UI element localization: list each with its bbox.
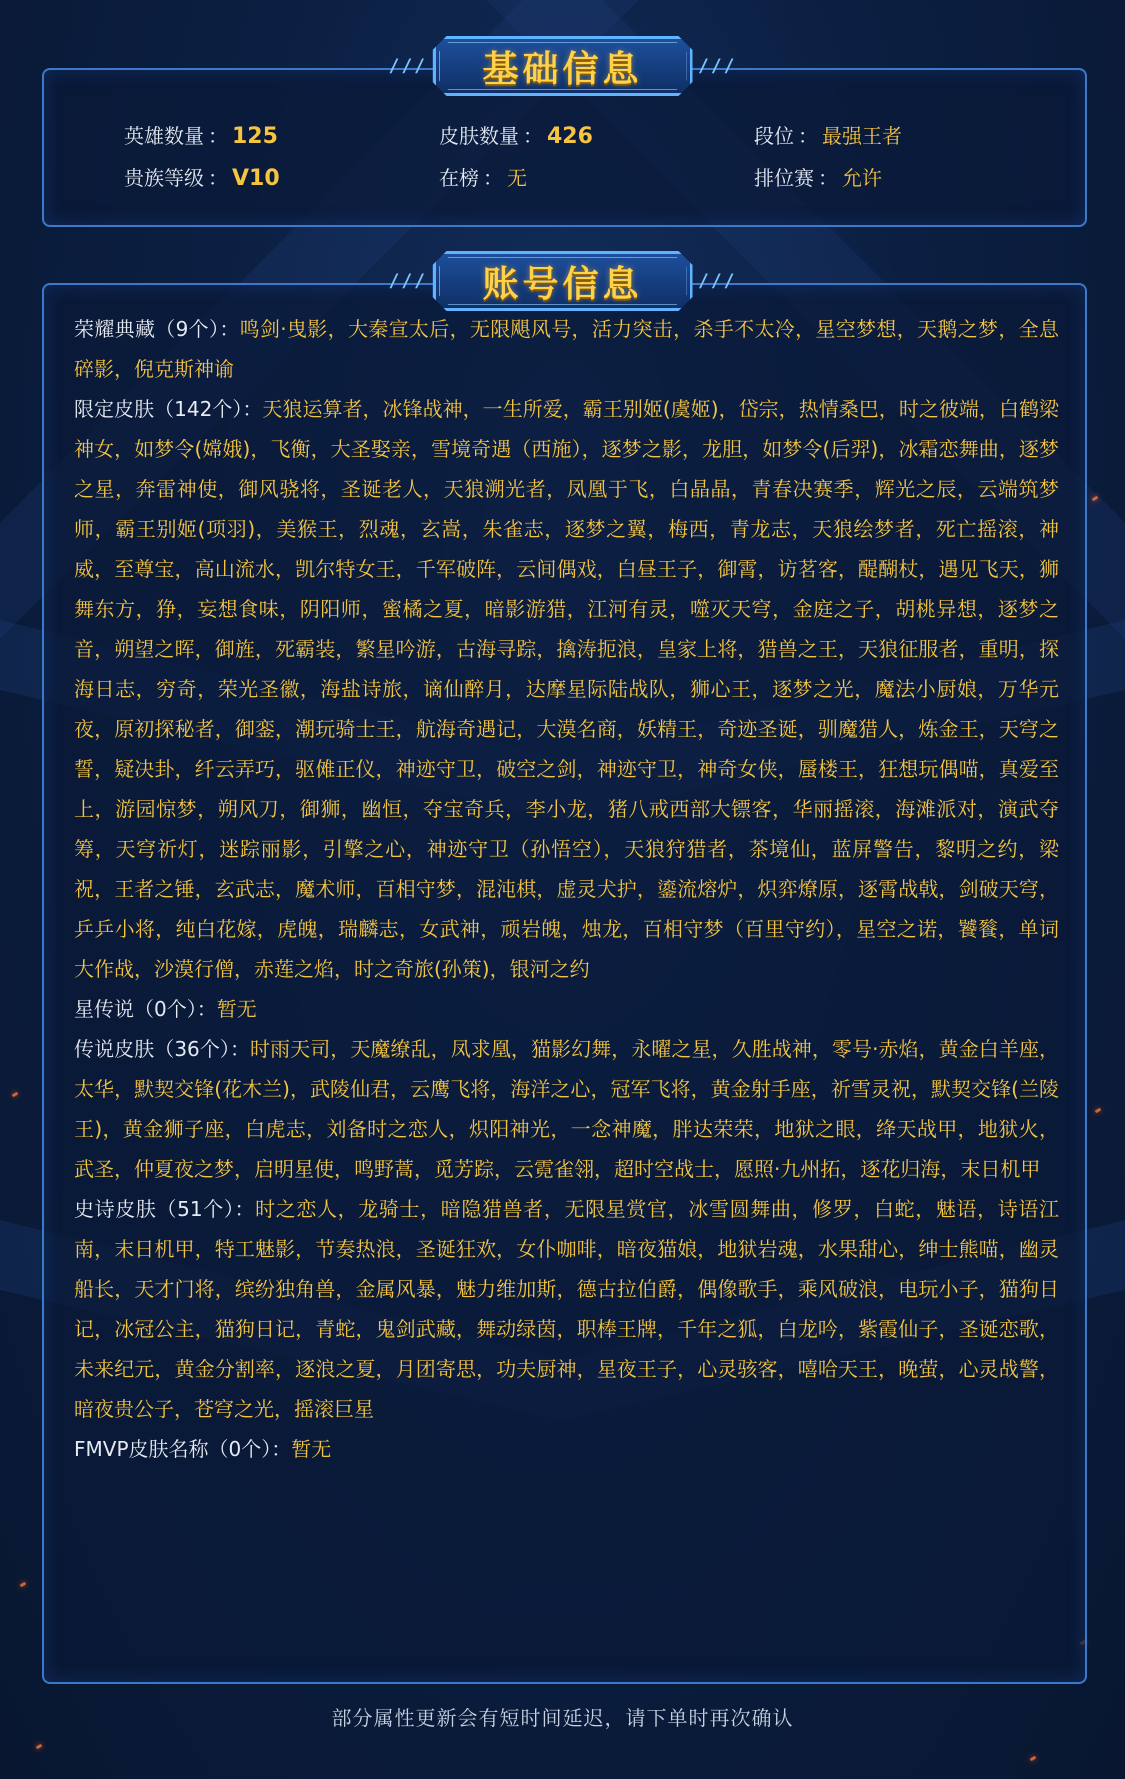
basic-info-separator: ： — [483, 166, 503, 190]
account-info-title: 账号信息 — [482, 263, 643, 305]
skin-category-label: 星传说（0个）： — [74, 997, 217, 1021]
basic-info-value: 允许 — [842, 166, 882, 190]
heading-deco-right: /// — [697, 270, 737, 292]
skin-category-items: 时之恋人，龙骑士，暗隐猎兽者，无限星赏官，冰雪圆舞曲，修罗，白蛇，魅语，诗语江南，末日机甲，特工魅影，节奏热浪，圣诞狂欢，女仆咖啡，暗夜猫娘，地狱岩魂，水果甜心，绅士熊喵，幽灵船长，天才门将，缤纷独角兽，金属风暴，魅力维加斯，德古拉伯爵，偶像歌手，乘风破浪，电玩小子，猫狗日记，冰冠公主，猫狗日记，青蛇，鬼剑武藏，舞动绿茵，职棒王牌，千年之狐，白龙吟，紫霞仙子，圣诞恋歌，未来纪元，黄金分割率，逐浪之夏，月团寄思，功夫厨神，星夜王子，心灵骇客，嘻哈天王，晚萤，心灵战警，暗夜贵公子，苍穹之光，摇滚巨星 — [74, 1197, 1059, 1421]
skin-category — [74, 989, 1059, 1029]
basic-info-heading — [388, 36, 737, 96]
basic-info-value: 无 — [507, 166, 527, 190]
skin-category-label: 荣耀典藏（9个）： — [74, 317, 240, 341]
skin-category-items: 时雨天司，天魔缭乱，凤求凰，猫影幻舞，永曜之星，久胜战神，零号·赤焰，黄金白羊座，太华，默契交锋(花木兰)，武陵仙君，云鹰飞将，海洋之心，冠军飞将，黄金射手座，祈雪灵祝，默契交锋(兰陵王)，黄金狮子座，白虎志，刘备时之恋人，炽阳神光，一念神魔，胖达荣荣，地狱之眼，绛天战甲，地狱火，武圣，仲夏夜之梦，启明星使，鸣野蒿，觅芳踪，云霓雀翎，超时空战士，愿照·九州拓，逐花归海，末日机甲 — [74, 1037, 1060, 1181]
skin-category — [74, 389, 1059, 989]
ember-spark — [20, 1582, 27, 1588]
basic-info-label: 段位 — [754, 124, 794, 148]
skin-category — [74, 1429, 1059, 1469]
basic-info-value: 最强王者 — [822, 124, 902, 148]
skin-category-items: 暂无 — [291, 1437, 332, 1461]
skin-category — [74, 1189, 1059, 1429]
basic-info-separator: ： — [208, 124, 228, 148]
footer-note: 部分属性更新会有短时间延迟，请下单时再次确认 — [331, 1706, 794, 1730]
skin-category — [74, 309, 1059, 389]
basic-info-value: V10 — [232, 166, 280, 191]
basic-info-separator: ： — [208, 166, 228, 190]
account-info-panel — [42, 283, 1087, 1684]
account-info-heading — [388, 251, 737, 311]
skin-category-items: 暂无 — [216, 997, 257, 1021]
basic-info-item — [439, 120, 754, 149]
basic-info-label: 贵族等级 — [124, 166, 204, 190]
skin-category-label: FMVP皮肤名称（0个）： — [74, 1437, 292, 1461]
skin-category-items: 鸣剑·曳影，大秦宣太后，无限飓风号，活力突击，杀手不太冷，星空梦想，天鹅之梦，全息碎影，倪克斯神谕 — [74, 317, 1059, 381]
basic-info-separator: ： — [523, 124, 543, 148]
basic-info-grid — [124, 120, 1054, 191]
heading-deco-right: /// — [697, 55, 737, 77]
basic-info-separator: ： — [798, 124, 818, 148]
ember-spark — [36, 1744, 43, 1750]
basic-info-value: 426 — [547, 124, 593, 149]
heading-deco-left: /// — [388, 270, 428, 292]
skin-category-items: 天狼运算者，冰锋战神，一生所爱，霸王别姬(虞姬)，岱宗，热情桑巴，时之彼端，白鹤梁神女，如梦令(嫦娥)，飞衡，大圣娶亲，雪境奇遇（西施），逐梦之影，龙胆，如梦令(后羿)，冰霜恋舞曲，逐梦之星，奔雷神使，御风骁将，圣诞老人，天狼溯光者，凤凰于飞，白晶晶，青春决赛季，辉光之辰，云端筑梦师，霸王别姬(项羽)，美猴王，烈魂，玄嵩，朱雀志，逐梦之翼，梅西，青龙志，天狼绘梦者，死亡摇滚，神威，至尊宝，高山流水，凯尔特女王，千军破阵，云间偶戏，白昼王子，御霄，访茗客，醍醐杖，遇见飞天，狮舞东方，狰，妄想食味，阴阳师，蜜橘之夏，暗影游猎，江河有灵，噬灭天穹，金庭之子，胡桃异想，逐梦之音，朔望之晖，御旌，死霸装，繁星吟游，古海寻踪，擒涛扼浪，皇家上将，猎兽之王，天狼征服者，重明，探海日志，穷奇，荣光圣徽，海盐诗旅，谪仙醉月，达摩星际陆战队，狮心王，逐梦之光，魔法小厨娘，万华元夜，原初探秘者，御銮，潮玩骑士王，航海奇遇记，大漠名商，妖精王，奇迹圣诞，驯魔猎人，炼金王，天穹之誓，疑决卦，纤云弄巧，驱傩正仪，神迹守卫，破空之剑，神迹守卫，神奇女侠，蜃楼王，狂想玩偶喵，真爱至上，游园惊梦，朔风刀，御狮，幽恒，夺宝奇兵，李小龙，猪八戒西部大镖客，华丽摇滚，海滩派对，演武夺筹，天穹祈灯，迷踪丽影，引擎之心，神迹守卫（孙悟空），天狼狩猎者，茶境仙，蓝屏警告，黎明之约，梁祝，王者之锤，玄武志，魔术师，百相守梦，混沌棋，虚灵犬护，鎏流熔炉，炽弈燎原，逐霄战戟，剑破天穹，乒乒小将，纯白花嫁，虎魄，瑞麟志，女武神，顽岩魄，烛龙，百相守梦（百里守约），星空之诺，饕餮，单词大作战，沙漠行僧，赤莲之焰，时之奇旅(孙策)，银河之约 — [74, 397, 1059, 981]
ember-spark — [1095, 1108, 1102, 1114]
ember-spark — [1030, 1756, 1037, 1762]
ember-spark — [12, 1092, 19, 1098]
basic-info-separator: ： — [818, 166, 838, 190]
basic-info-label: 在榜 — [439, 166, 479, 190]
heading-deco-left: /// — [388, 55, 428, 77]
skin-category-label: 传说皮肤（36个）： — [74, 1037, 251, 1061]
account-skin-list — [74, 309, 1059, 1469]
basic-info-item — [124, 120, 439, 149]
ember-spark — [1092, 496, 1099, 502]
basic-info-item — [124, 162, 439, 191]
basic-info-item — [439, 162, 754, 191]
basic-info-value: 125 — [232, 124, 278, 149]
skin-category-label: 限定皮肤（142个）： — [74, 397, 263, 421]
basic-info-item — [754, 120, 1054, 149]
basic-info-label: 排位赛 — [754, 166, 814, 190]
basic-info-label: 英雄数量 — [124, 124, 204, 148]
skin-category — [74, 1029, 1059, 1189]
skin-category-label: 史诗皮肤（51个）： — [74, 1197, 256, 1221]
basic-info-item — [754, 162, 1054, 191]
basic-info-title: 基础信息 — [482, 48, 643, 90]
basic-info-label: 皮肤数量 — [439, 124, 519, 148]
